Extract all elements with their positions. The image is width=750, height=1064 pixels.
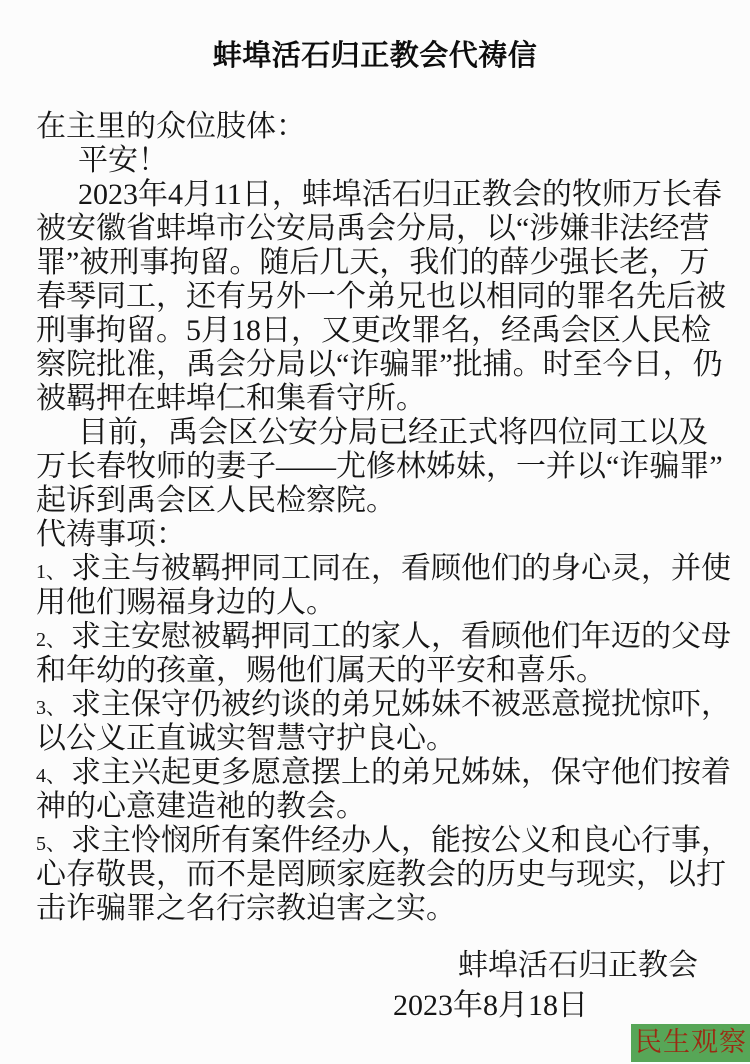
prayer-item-line	[36, 620, 731, 654]
line-text: 刑事拘留。5月18日，又更改罪名，经禹会区人民检	[36, 314, 711, 347]
line-text: 求主怜悯所有案件经办人，能按公义和良心行事，	[71, 824, 731, 857]
text-line	[36, 722, 720, 756]
prayer-item-line	[36, 688, 731, 722]
text-line	[36, 450, 723, 484]
text-line	[36, 790, 720, 824]
line-text: 求主兴起更多愿意摆上的弟兄姊妹，保守他们按着	[71, 756, 731, 789]
text-line	[36, 144, 720, 178]
prayer-item-line	[36, 756, 731, 790]
date-line: 2023年8月18日	[393, 989, 588, 1022]
list-number: 5、	[36, 833, 66, 855]
line-text: 察院批准，禹会分局以“诈骗罪”批捕。时至今日，仍	[36, 348, 723, 381]
list-number: 4、	[36, 765, 66, 787]
line-text: 求主与被羁押同工同在，看顾他们的身心灵，并使	[71, 552, 731, 585]
line-text: 求主保守仍被约谈的弟兄姊妹不被恶意搅扰惊吓，	[71, 688, 731, 721]
text-line	[36, 382, 720, 416]
list-number: 1、	[36, 561, 66, 583]
text-line	[36, 654, 720, 688]
text-line	[36, 892, 720, 926]
line-text: 用他们赐福身边的人。	[36, 586, 336, 619]
line-text: 春琴同工，还有另外一个弟兄也以相同的罪名先后被	[36, 280, 726, 313]
text-line	[36, 348, 723, 382]
line-text: 求主安慰被羁押同工的家人，看顾他们年迈的父母	[71, 620, 731, 653]
signature-line: 蚌埠活石归正教会	[458, 949, 698, 982]
text-line	[36, 178, 720, 212]
line-text: 心存敬畏，而不是罔顾家庭教会的历史与现实，以打	[36, 858, 726, 891]
text-line	[36, 110, 720, 144]
text-line	[36, 586, 720, 620]
list-number: 3、	[36, 697, 66, 719]
line-text: 万长春牧师的妻子——尤修林姊妹，一并以“诈骗罪”	[36, 450, 723, 483]
text-line	[36, 212, 720, 246]
line-text: 目前，禹会区公安分局已经正式将四位同工以及	[78, 416, 708, 449]
line-text: 罪”被刑事拘留。随后几天，我们的薛少强长老，万	[36, 246, 710, 279]
line-text: 和年幼的孩童，赐他们属天的平安和喜乐。	[36, 654, 606, 687]
text-line	[36, 858, 726, 892]
line-text: 平安！	[78, 144, 168, 177]
line-text: 神的心意建造祂的教会。	[36, 790, 366, 823]
line-text: 被羁押在蚌埠仁和集看守所。	[36, 382, 426, 415]
document-body	[0, 110, 750, 926]
line-text: 在主里的众位肢体：	[36, 110, 306, 143]
line-text: 起诉到禹会区人民检察院。	[36, 484, 396, 517]
line-text: 被安徽省蚌埠市公安局禹会分局，以“涉嫌非法经营	[36, 212, 710, 245]
line-text: 2023年4月11日，蚌埠活石归正教会的牧师万长春	[78, 178, 722, 211]
document-title: 蚌埠活石归正教会代祷信	[212, 40, 538, 72]
text-line	[36, 416, 720, 450]
line-text: 以公义正直诚实智慧守护良心。	[36, 722, 456, 755]
prayer-item-line	[36, 824, 731, 858]
line-text: 代祷事项：	[36, 518, 186, 551]
text-line	[36, 314, 720, 348]
prayer-item-line	[36, 552, 731, 586]
text-line	[36, 518, 720, 552]
text-line	[36, 280, 726, 314]
line-text: 击诈骗罪之名行宗教迫害之实。	[36, 892, 456, 925]
text-line	[36, 484, 720, 518]
list-number: 2、	[36, 629, 66, 651]
text-line	[36, 246, 720, 280]
watermark: 民生观察	[631, 1024, 750, 1062]
